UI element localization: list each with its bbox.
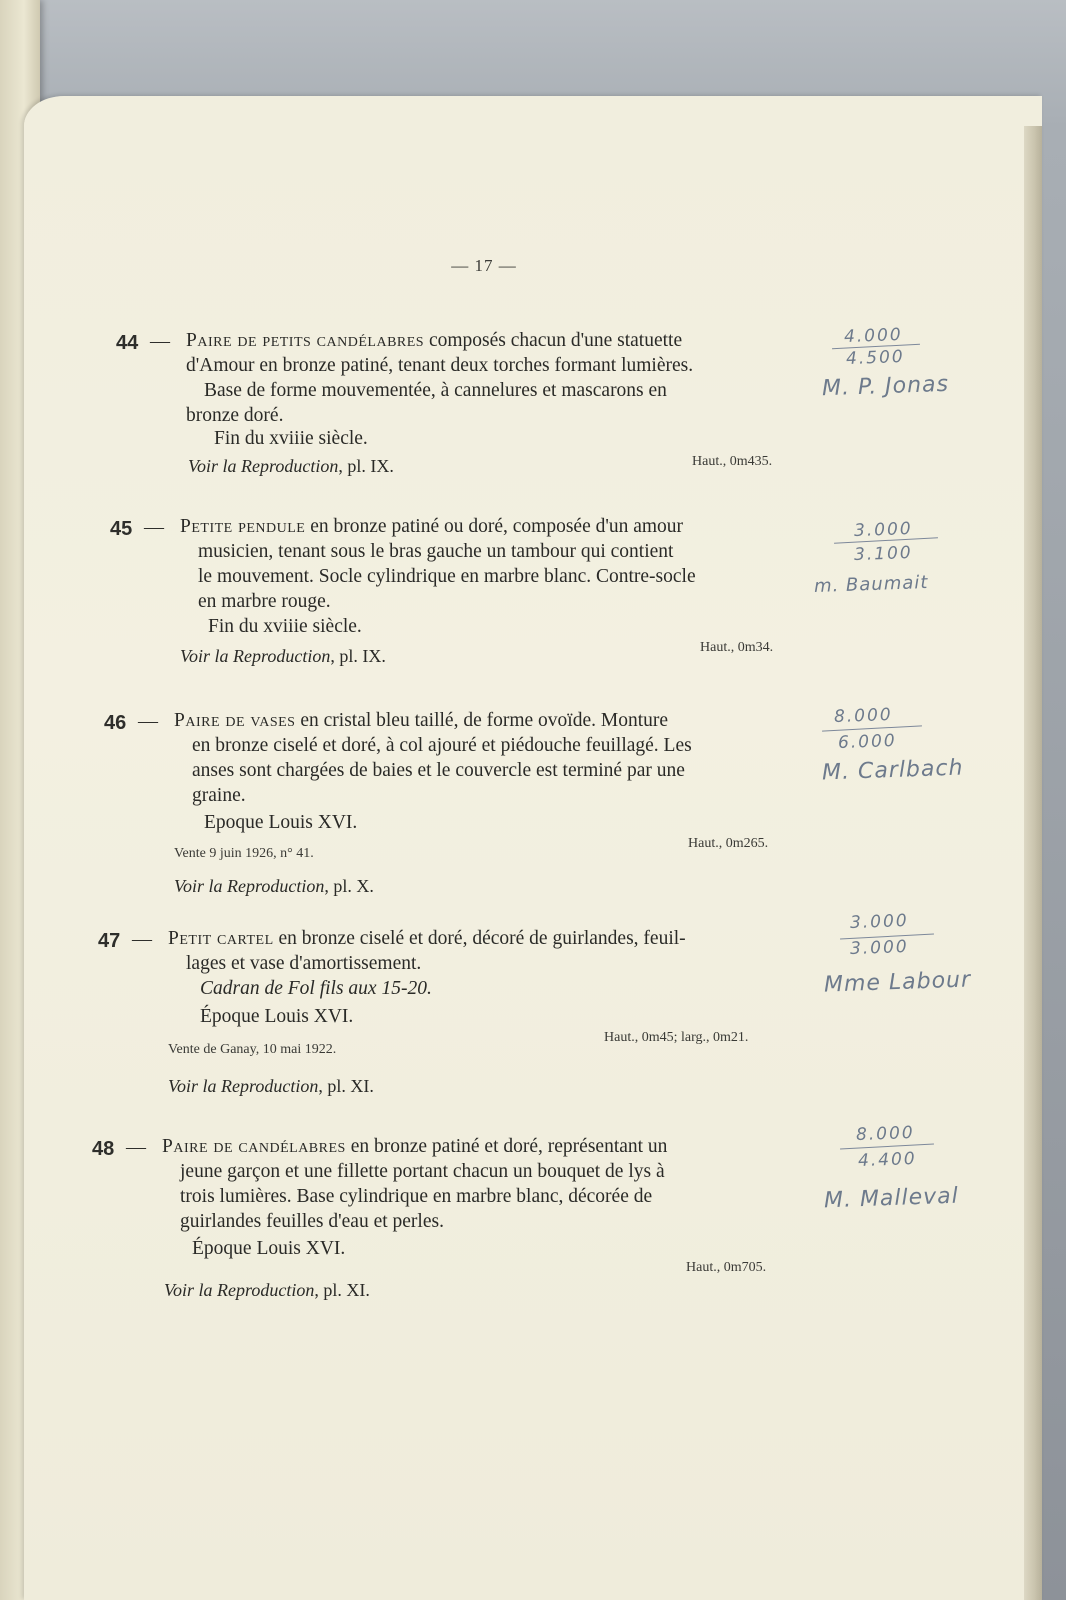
lot-era: Époque Louis XVI. bbox=[200, 1006, 354, 1027]
handwritten-buyer: M. Carlbach bbox=[821, 755, 964, 786]
handwritten-buyer: M. Malleval bbox=[823, 1183, 960, 1214]
lot-title: Paire de petits candélabres bbox=[186, 330, 425, 351]
handwritten-result: 4.400 bbox=[857, 1148, 918, 1172]
reproduction-plate: , pl. XI. bbox=[318, 1076, 374, 1096]
reproduction-plate: , pl. IX. bbox=[338, 456, 394, 476]
handwritten-rule bbox=[840, 1144, 934, 1150]
lot-text-line: en marbre rouge. bbox=[198, 591, 331, 612]
handwritten-buyer: Mme Labour bbox=[823, 967, 972, 998]
lot-provenance: Vente 9 juin 1926, n° 41. bbox=[174, 846, 314, 861]
lot-number: 48 bbox=[92, 1138, 115, 1160]
handwritten-estimate: 4.000 bbox=[843, 324, 904, 348]
lot-provenance: Vente de Ganay, 10 mai 1922. bbox=[168, 1042, 337, 1057]
reproduction-plate: , pl. XI. bbox=[314, 1280, 370, 1300]
lot-dimensions: Haut., 0m705. bbox=[686, 1260, 767, 1275]
lot-reproduction bbox=[168, 1076, 374, 1097]
lot-text-line: composés chacun d'une statuette bbox=[424, 330, 683, 351]
lot-text-line: jeune garçon et une fillette portant chacun un bouquet de lys à bbox=[180, 1161, 665, 1182]
lot-title: Petite pendule bbox=[180, 516, 306, 537]
lot-description bbox=[168, 926, 802, 1001]
lot-number: 45 bbox=[110, 518, 133, 540]
lot-era: Fin du xviiie siècle. bbox=[208, 616, 362, 637]
lot-number: 46 bbox=[104, 712, 127, 734]
lot-dimensions: Haut., 0m45; larg., 0m21. bbox=[604, 1030, 749, 1045]
lot-text-line: Cadran de Fol fils aux 15-20. bbox=[200, 978, 432, 999]
lot-dash: — bbox=[138, 710, 158, 732]
catalogue-page bbox=[24, 96, 1042, 1600]
lot-title: Paire de vases bbox=[174, 710, 296, 731]
lot-reproduction bbox=[188, 456, 394, 477]
handwritten-estimate: 3.000 bbox=[849, 910, 910, 934]
lot-reproduction bbox=[164, 1280, 370, 1301]
handwritten-result: 3.000 bbox=[849, 936, 910, 960]
lot-dimensions: Haut., 0m34. bbox=[700, 640, 774, 655]
lot-reproduction bbox=[180, 646, 386, 667]
lot-text-line: le mouvement. Socle cylindrique en marbre blanc. Contre-socle bbox=[198, 566, 696, 587]
reproduction-label: Voir la Reproduction bbox=[174, 876, 325, 896]
lot-title: Paire de candélabres bbox=[162, 1136, 346, 1157]
lot-text-line: bronze doré. bbox=[186, 405, 284, 426]
lot-text-line: musicien, tenant sous le bras gauche un tambour qui contient bbox=[198, 541, 674, 562]
reproduction-label: Voir la Reproduction bbox=[188, 456, 339, 476]
lot-number: 44 bbox=[116, 332, 139, 354]
lot-dimensions: Haut., 0m265. bbox=[688, 836, 769, 851]
lot-text-line: en bronze patiné et doré, représentant un bbox=[345, 1136, 668, 1157]
handwritten-estimate: 8.000 bbox=[833, 704, 894, 728]
reproduction-plate: , pl. IX. bbox=[330, 646, 386, 666]
lot-description bbox=[162, 1134, 802, 1234]
lot-text-line: en bronze ciselé et doré, à col ajouré et piédouche feuillagé. Les bbox=[192, 735, 692, 756]
lot-text-line: graine. bbox=[192, 785, 246, 806]
handwritten-estimate: 3.000 bbox=[853, 518, 914, 542]
reproduction-plate: , pl. X. bbox=[324, 876, 374, 896]
page-stack-edge bbox=[1024, 126, 1042, 1600]
lot-era: Fin du xviiie siècle. bbox=[214, 428, 368, 449]
handwritten-result: 3.100 bbox=[853, 542, 914, 566]
lot-text-line: lages et vase d'amortissement. bbox=[186, 953, 422, 974]
lot-text-line: guirlandes feuilles d'eau et perles. bbox=[180, 1211, 444, 1232]
lot-dash: — bbox=[150, 330, 170, 352]
lot-dash: — bbox=[126, 1136, 146, 1158]
handwritten-result: 4.500 bbox=[845, 346, 906, 370]
lot-text-line: en cristal bleu taillé, de forme ovoïde. Monture bbox=[295, 710, 669, 731]
lot-dimensions: Haut., 0m435. bbox=[692, 454, 773, 469]
lot-description bbox=[174, 708, 802, 808]
page-number: — 17 — bbox=[451, 256, 517, 275]
lot-dash: — bbox=[144, 516, 164, 538]
lot-text-line: d'Amour en bronze patiné, tenant deux torches formant lumières. bbox=[186, 355, 694, 376]
lot-text-line: en bronze ciselé et doré, décoré de guirlandes, feuil- bbox=[273, 928, 686, 949]
reproduction-label: Voir la Reproduction bbox=[164, 1280, 315, 1300]
lot-era: Époque Louis XVI. bbox=[192, 1238, 346, 1259]
handwritten-buyer: m. Baumait bbox=[813, 572, 929, 597]
reproduction-label: Voir la Reproduction bbox=[168, 1076, 319, 1096]
lot-text-line: en bronze patiné ou doré, composée d'un amour bbox=[305, 516, 684, 537]
lot-text-line: Base de forme mouvementée, à cannelures et mascarons en bbox=[204, 380, 667, 401]
lot-text-line: trois lumières. Base cylindrique en marbre blanc, décorée de bbox=[180, 1186, 653, 1207]
handwritten-estimate: 8.000 bbox=[855, 1122, 916, 1146]
lot-description bbox=[180, 514, 802, 614]
lot-text-line: anses sont chargées de baies et le couvercle est terminé par une bbox=[192, 760, 685, 781]
lot-title: Petit cartel bbox=[168, 928, 274, 949]
lot-era: Epoque Louis XVI. bbox=[204, 812, 358, 833]
reproduction-label: Voir la Reproduction bbox=[180, 646, 331, 666]
lot-reproduction bbox=[174, 876, 374, 897]
handwritten-result: 6.000 bbox=[837, 730, 898, 754]
lot-description bbox=[186, 328, 802, 428]
lot-number: 47 bbox=[98, 930, 121, 952]
lot-dash: — bbox=[132, 928, 152, 950]
handwritten-buyer: M. P. Jonas bbox=[821, 371, 950, 402]
